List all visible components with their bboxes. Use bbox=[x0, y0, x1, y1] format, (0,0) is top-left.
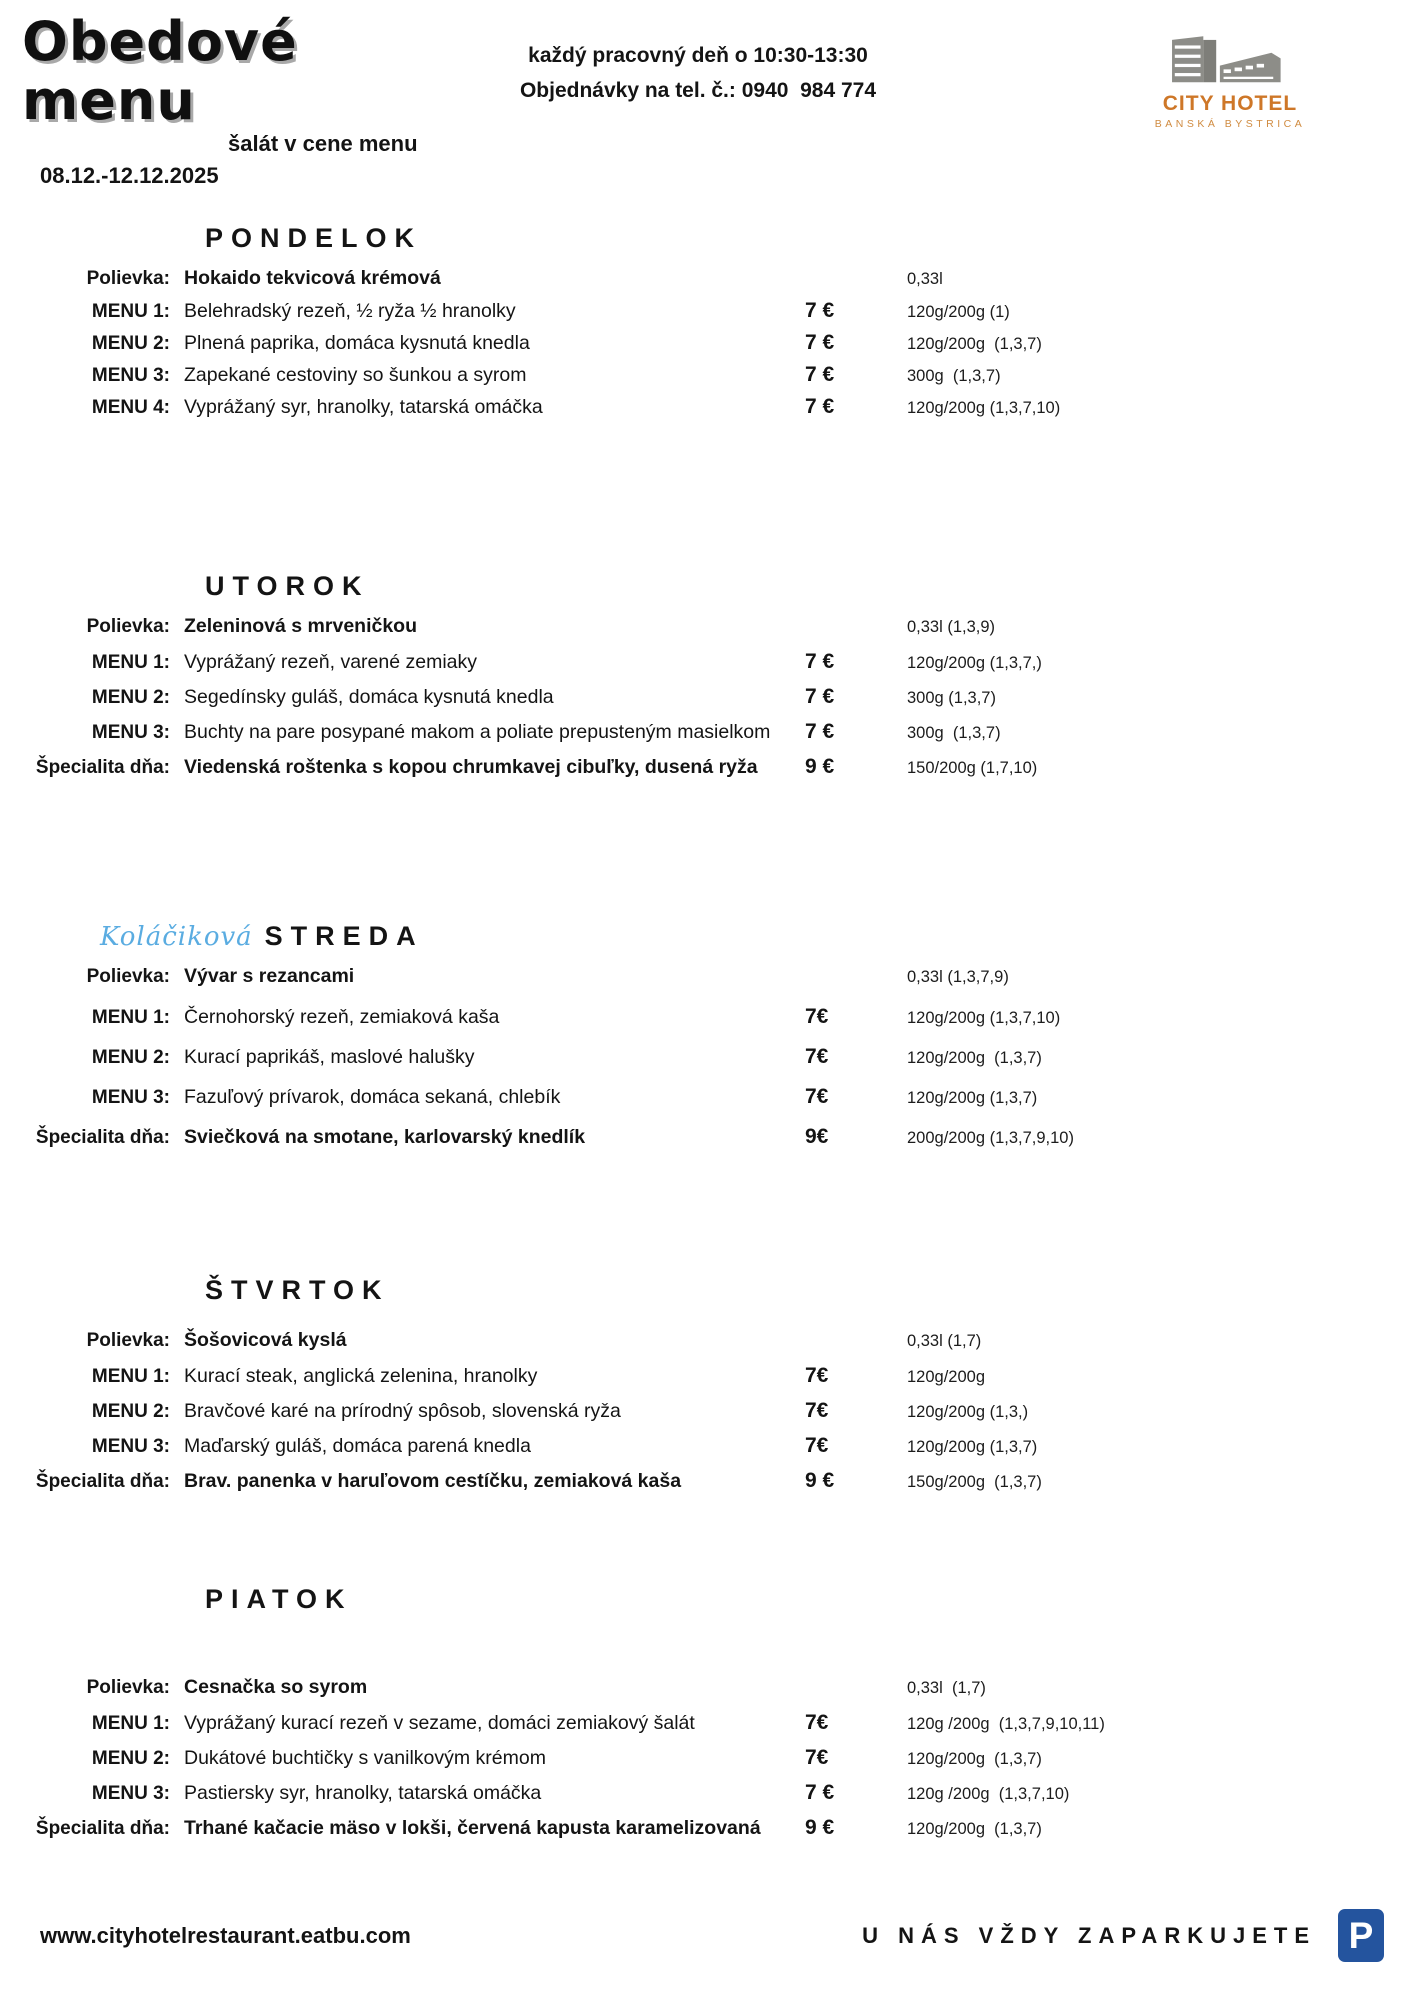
dish-name: Hokaido tekvicová krémová bbox=[184, 266, 441, 289]
portion-allergens: 150/200g (1,7,10) bbox=[907, 758, 1038, 777]
day-section-pondelok bbox=[0, 223, 1414, 421]
menu-row bbox=[0, 615, 1414, 641]
row-label: Špecialita dňa: bbox=[35, 1126, 170, 1148]
dish-name: Vyprážaný rezeň, varené zemiaky bbox=[184, 650, 477, 673]
dish-name: Vývar s rezancami bbox=[184, 964, 355, 987]
menu-row bbox=[0, 650, 1414, 676]
row-label: MENU 1: bbox=[91, 651, 170, 673]
price: 7€ bbox=[805, 1745, 829, 1769]
row-label: MENU 1: bbox=[91, 1365, 170, 1387]
dish-name: Segedínsky guláš, domáca kysnutá knedla bbox=[184, 685, 554, 708]
header-left bbox=[0, 12, 470, 189]
portion-allergens: 120g/200g bbox=[907, 1367, 985, 1386]
hotel-name: CITY HOTEL bbox=[1162, 92, 1298, 115]
price: 7 € bbox=[805, 394, 835, 418]
dish-name: Maďarský guláš, domáca parená knedla bbox=[184, 1434, 531, 1457]
menu-row bbox=[0, 1746, 1414, 1772]
menu-row bbox=[0, 755, 1414, 781]
portion-allergens: 120g/200g (1) bbox=[907, 302, 1010, 321]
day-script-prefix: Koláčiková bbox=[100, 921, 253, 952]
portion-allergens: 120g/200g (1,3,7,) bbox=[907, 653, 1042, 672]
dish-name: Trhané kačacie mäso v lokši, červená kapusta karamelizovaná bbox=[184, 1816, 761, 1839]
day-title bbox=[0, 1584, 1414, 1614]
day-title bbox=[0, 223, 1414, 253]
menu-row bbox=[0, 1399, 1414, 1425]
portion-allergens: 0,33l (1,7) bbox=[907, 1678, 986, 1697]
day-title bbox=[0, 921, 1414, 951]
row-label: Špecialita dňa: bbox=[35, 756, 170, 778]
portion-allergens: 120g/200g (1,3,) bbox=[907, 1402, 1029, 1421]
dish-name: Kurací steak, anglická zelenina, hranolky bbox=[184, 1364, 538, 1387]
portion-allergens: 120g /200g (1,3,7,10) bbox=[907, 1784, 1070, 1803]
menu-row bbox=[0, 331, 1414, 357]
menu-row bbox=[0, 363, 1414, 389]
price: 7 € bbox=[805, 330, 835, 354]
portion-allergens: 300g (1,3,7) bbox=[907, 688, 996, 707]
dish-name: Viedenská roštenka s kopou chrumkavej cibuľky, dusená ryža bbox=[184, 755, 758, 778]
subtitle: šalát v cene menu bbox=[228, 130, 418, 156]
portion-allergens: 150g/200g (1,3,7) bbox=[907, 1472, 1042, 1491]
parking-icon: P bbox=[1338, 1909, 1384, 1962]
price: 7 € bbox=[805, 298, 835, 322]
opening-hours: každý pracovný deň o 10:30-13:30 bbox=[528, 44, 868, 67]
price: 7€ bbox=[805, 1398, 829, 1422]
row-label: Polievka: bbox=[86, 267, 170, 289]
row-label: MENU 2: bbox=[91, 1400, 170, 1422]
row-label: MENU 3: bbox=[91, 1782, 170, 1804]
portion-allergens: 120g/200g (1,3,7) bbox=[907, 1437, 1038, 1456]
price: 9 € bbox=[805, 1468, 835, 1492]
menu-row bbox=[0, 720, 1414, 746]
portion-allergens: 120g/200g (1,3,7) bbox=[907, 1048, 1042, 1067]
menu-row bbox=[0, 1045, 1414, 1071]
row-label: Špecialita dňa: bbox=[35, 1817, 170, 1839]
hotel-building-icon bbox=[1161, 34, 1299, 90]
portion-allergens: 0,33l (1,3,9) bbox=[907, 617, 996, 636]
price: 7 € bbox=[805, 649, 835, 673]
price: 7 € bbox=[805, 362, 835, 386]
dish-name: Kurací paprikáš, maslové halušky bbox=[184, 1045, 475, 1068]
day-rows bbox=[0, 1329, 1414, 1495]
price: 9 € bbox=[805, 754, 835, 778]
day-rows bbox=[0, 1676, 1414, 1842]
portion-allergens: 120g/200g (1,3,7,10) bbox=[907, 398, 1061, 417]
dish-name: Zeleninová s mrveničkou bbox=[184, 614, 418, 637]
menu-row bbox=[0, 1434, 1414, 1460]
price: 9 € bbox=[805, 1815, 835, 1839]
dish-name: Šošovicová kyslá bbox=[184, 1328, 347, 1351]
price: 7 € bbox=[805, 719, 835, 743]
menu-row bbox=[0, 965, 1414, 991]
day-title bbox=[0, 571, 1414, 601]
price: 7€ bbox=[805, 1433, 829, 1457]
price: 7€ bbox=[805, 1710, 829, 1734]
dish-name: Buchty na pare posypané makom a poliate prepusteným masielkom bbox=[184, 720, 771, 743]
menu-row bbox=[0, 1329, 1414, 1355]
day-name: STREDA bbox=[264, 920, 424, 951]
row-label: Polievka: bbox=[86, 1329, 170, 1351]
dish-name: Belehradský rezeň, ½ ryža ½ hranolky bbox=[184, 299, 516, 322]
website-url: www.cityhotelrestaurant.eatbu.com bbox=[40, 1922, 411, 1948]
menu-row bbox=[0, 1676, 1414, 1702]
menu-row bbox=[0, 299, 1414, 325]
portion-allergens: 0,33l (1,3,7,9) bbox=[907, 967, 1009, 986]
parking-text: U NÁS VŽDY ZAPARKUJETE bbox=[862, 1922, 1316, 1948]
price: 7€ bbox=[805, 1004, 829, 1028]
portion-allergens: 200g/200g (1,3,7,9,10) bbox=[907, 1128, 1074, 1147]
day-rows bbox=[0, 965, 1414, 1151]
day-rows bbox=[0, 615, 1414, 781]
portion-allergens: 300g (1,3,7) bbox=[907, 723, 1001, 742]
order-phone: Objednávky na tel. č.: 0940 984 774 bbox=[519, 79, 877, 102]
footer bbox=[40, 1909, 1384, 1962]
portion-allergens: 0,33l (1,7) bbox=[907, 1331, 982, 1350]
dish-name: Fazuľový prívarok, domáca sekaná, chlebík bbox=[184, 1085, 561, 1108]
menu-row bbox=[0, 1816, 1414, 1842]
page-title: Obedové menu bbox=[22, 10, 298, 133]
header-info bbox=[478, 12, 918, 189]
dish-name: Zapekané cestoviny so šunkou a syrom bbox=[184, 363, 527, 386]
dish-name: Pastiersky syr, hranolky, tatarská omáčka bbox=[184, 1781, 542, 1804]
dish-name: Dukátové buchtičky s vanilkovým krémom bbox=[184, 1746, 546, 1769]
menu-row bbox=[0, 1469, 1414, 1495]
hotel-city: BANSKÁ BYSTRICA bbox=[1154, 118, 1306, 130]
day-name: PIATOK bbox=[205, 1583, 353, 1614]
portion-allergens: 120g/200g (1,3,7) bbox=[907, 334, 1042, 353]
dish-name: Černohorský rezeň, zemiaková kaša bbox=[184, 1005, 500, 1028]
price: 7€ bbox=[805, 1084, 829, 1108]
menu-row bbox=[0, 685, 1414, 711]
day-section-utorok bbox=[0, 571, 1414, 781]
day-name: ŠTVRTOK bbox=[205, 1274, 390, 1305]
price: 7€ bbox=[805, 1044, 829, 1068]
row-label: MENU 3: bbox=[91, 721, 170, 743]
day-title bbox=[0, 1275, 1414, 1305]
row-label: MENU 2: bbox=[91, 332, 170, 354]
row-label: MENU 2: bbox=[91, 1046, 170, 1068]
row-label: Polievka: bbox=[86, 1676, 170, 1698]
price: 7 € bbox=[805, 1780, 835, 1804]
parking-note bbox=[862, 1909, 1384, 1962]
menu-row bbox=[0, 1781, 1414, 1807]
date-range: 08.12.-12.12.2025 bbox=[40, 162, 219, 188]
menu-row bbox=[0, 1005, 1414, 1031]
header bbox=[0, 0, 1414, 189]
day-section-piatok bbox=[0, 1584, 1414, 1842]
row-label: MENU 3: bbox=[91, 1086, 170, 1108]
row-label: Polievka: bbox=[86, 615, 170, 637]
row-label: MENU 3: bbox=[91, 364, 170, 386]
row-label: MENU 3: bbox=[91, 1435, 170, 1457]
row-label: MENU 2: bbox=[91, 686, 170, 708]
dish-name: Bravčové karé na prírodný spôsob, slovenská ryža bbox=[184, 1399, 621, 1422]
portion-allergens: 120g /200g (1,3,7,9,10,11) bbox=[907, 1714, 1105, 1733]
portion-allergens: 120g/200g (1,3,7) bbox=[907, 1749, 1042, 1768]
row-label: MENU 1: bbox=[91, 1712, 170, 1734]
portion-allergens: 120g/200g (1,3,7) bbox=[907, 1088, 1038, 1107]
day-rows bbox=[0, 267, 1414, 421]
dish-name: Cesnačka so syrom bbox=[184, 1675, 368, 1698]
menu-row bbox=[0, 267, 1414, 293]
portion-allergens: 300g (1,3,7) bbox=[907, 366, 1001, 385]
row-label: Špecialita dňa: bbox=[35, 1470, 170, 1492]
price: 7€ bbox=[805, 1363, 829, 1387]
portion-allergens: 120g/200g (1,3,7,10) bbox=[907, 1008, 1061, 1027]
menu-row bbox=[0, 1711, 1414, 1737]
menu-row bbox=[0, 1085, 1414, 1111]
row-label: Polievka: bbox=[86, 965, 170, 987]
day-section-streda bbox=[0, 921, 1414, 1151]
price: 9€ bbox=[805, 1124, 829, 1148]
row-label: MENU 1: bbox=[91, 300, 170, 322]
row-label: MENU 1: bbox=[91, 1006, 170, 1028]
dish-name: Plnená paprika, domáca kysnutá knedla bbox=[184, 331, 530, 354]
hotel-logo bbox=[1150, 12, 1310, 189]
dish-name: Vyprážaný kurací rezeň v sezame, domáci zemiakový šalát bbox=[184, 1711, 695, 1734]
day-name: PONDELOK bbox=[205, 222, 423, 253]
menu-row bbox=[0, 395, 1414, 421]
menu-row bbox=[0, 1125, 1414, 1151]
row-label: MENU 2: bbox=[91, 1747, 170, 1769]
portion-allergens: 0,33l bbox=[907, 269, 943, 288]
portion-allergens: 120g/200g (1,3,7) bbox=[907, 1819, 1042, 1838]
day-name: UTOROK bbox=[205, 570, 370, 601]
dish-name: Vyprážaný syr, hranolky, tatarská omáčka bbox=[184, 395, 543, 418]
dish-name: Brav. panenka v haruľovom cestíčku, zemiaková kaša bbox=[184, 1469, 682, 1492]
price: 7 € bbox=[805, 684, 835, 708]
day-section-stvrtok bbox=[0, 1275, 1414, 1495]
dish-name: Sviečková na smotane, karlovarský knedlík bbox=[184, 1125, 586, 1148]
row-label: MENU 4: bbox=[91, 396, 170, 418]
menu-row bbox=[0, 1364, 1414, 1390]
